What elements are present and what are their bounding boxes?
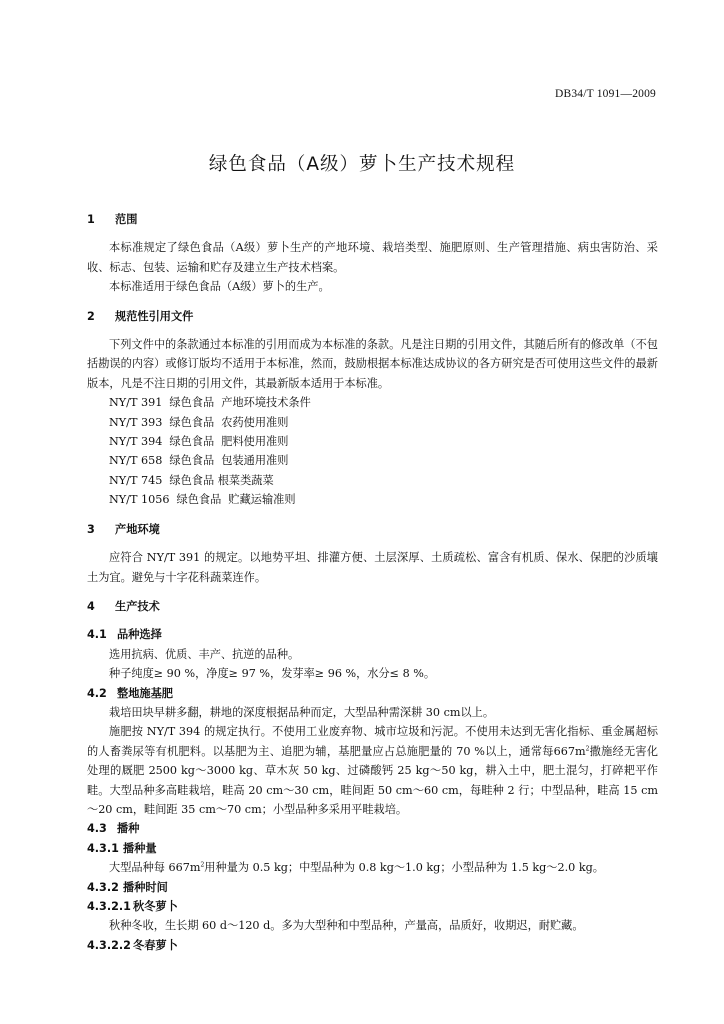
section-number: 2 bbox=[87, 309, 95, 323]
section-title: 冬春萝卜 bbox=[133, 938, 178, 952]
superscript: 2 bbox=[200, 861, 205, 869]
paragraph: 应符合 NY/T 391 的规定。以地势平坦、排灌方便、土层深厚、土质疏松、富含有机质、保水、保肥的沙质壤土为宜。避免与十字花科蔬菜连作。 bbox=[87, 551, 658, 584]
text-run: 用种量为 0.5 kg；中型品种为 0.8 kg～1.0 kg；小型品种为 1.5 kg～2.0 kg。 bbox=[204, 861, 604, 875]
reference-item: NY/T 1056 绿色食品 贮藏运输准则 bbox=[109, 493, 296, 507]
section-number: 4.2 bbox=[87, 686, 107, 700]
paragraph: 栽培田块早耕多翻，耕地的深度根据品种而定，大型品种需深耕 30 cm以上。 bbox=[109, 705, 495, 719]
paragraph: 秋种冬收，生长期 60 d～120 d。多为大型种和中型品种，产量高，品质好，收期迟，耐贮藏。 bbox=[109, 919, 584, 933]
subsection-heading-4-3 bbox=[87, 819, 658, 838]
paragraph bbox=[87, 858, 658, 877]
section-title: 生产技术 bbox=[115, 599, 160, 613]
subsection-heading-4-3-2-1 bbox=[87, 897, 658, 916]
section-heading-4 bbox=[87, 597, 658, 616]
subsection-heading-4-3-2 bbox=[87, 878, 658, 897]
section-heading-3 bbox=[87, 520, 658, 539]
section-number: 4 bbox=[87, 599, 95, 613]
section-number: 1 bbox=[87, 213, 95, 226]
text-run: 大型品种每 667m bbox=[109, 861, 201, 875]
text-run: 撒施经无害化处理的厩肥 2500 kg～3000 kg、草木灰 50 kg、过磷酸钙 25 kg～50 kg，耕入土中，肥土混匀，打碎耙平作畦。大型品种多高畦栽培，畦高 20 cm～30 cm，畦间距 50 cm～60 cm，每畦种 2 行；中型品种，畦高 15 cm～20 cm，畦间距 35 cm～70 cm；小型品种多采用平畦栽培。 bbox=[87, 744, 658, 816]
section-heading-1 bbox=[87, 210, 658, 229]
standard-code: DB34/T 1091—2009 bbox=[554, 88, 656, 100]
section-title: 秋冬萝卜 bbox=[133, 900, 178, 913]
section-title: 播种量 bbox=[123, 841, 157, 855]
section-heading-2 bbox=[87, 307, 658, 326]
subsection-heading-4-3-1 bbox=[87, 839, 658, 858]
superscript: 2 bbox=[585, 745, 590, 753]
section-title: 规范性引用文件 bbox=[115, 309, 194, 323]
paragraph: 下列文件中的条款通过本标准的引用而成为本标准的条款。凡是注日期的引用文件，其随后所有的修改单（不包括勘误的内容）或修订版均不适用于本标准，然而，鼓励根据本标准达成协议的各方研究是否可使用这些文件的最新版本，凡是不注日期的引用文件，其最新版本适用于本标准。 bbox=[87, 338, 658, 390]
reference-item: NY/T 393 绿色食品 农药使用准则 bbox=[109, 415, 289, 429]
section-title: 产地环境 bbox=[115, 522, 160, 536]
document-body bbox=[87, 210, 658, 955]
text-run: 施肥按 NY/T 394 的规定执行。不使用工业废弃物、城市垃圾和污泥。不使用未达到无害化指标、重金属超标的人畜粪尿等有机肥料。以基肥为主、追肥为辅，基肥量应占总施肥量的 70 %以上，通常每667m bbox=[87, 725, 658, 758]
section-title: 范围 bbox=[115, 213, 138, 226]
reference-item: NY/T 391 绿色食品 产地环境技术条件 bbox=[109, 396, 311, 410]
section-number: 4.3.2.2 bbox=[87, 938, 131, 952]
paragraph: 选用抗病、优质、丰产、抗逆的品种。 bbox=[109, 647, 300, 661]
section-title: 播种 bbox=[117, 822, 140, 836]
reference-item: NY/T 745 绿色食品 根菜类蔬菜 bbox=[109, 473, 274, 487]
section-number: 4.3 bbox=[87, 822, 107, 836]
reference-item: NY/T 658 绿色食品 包装通用准则 bbox=[109, 454, 289, 468]
subsection-heading-4-3-2-2 bbox=[87, 936, 658, 955]
paragraph: 本标准规定了绿色食品（A级）萝卜生产的产地环境、栽培类型、施肥原则、生产管理措施、病虫害防治、采收、标志、包装、运输和贮存及建立生产技术档案。 bbox=[87, 241, 658, 274]
section-title: 播种时间 bbox=[123, 880, 168, 894]
section-number: 4.3.2 bbox=[87, 880, 119, 894]
section-title: 品种选择 bbox=[117, 628, 162, 642]
paragraph: 本标准适用于绿色食品（A级）萝卜的生产。 bbox=[109, 280, 330, 294]
paragraph bbox=[87, 722, 658, 819]
subsection-heading-4-1 bbox=[87, 625, 658, 644]
reference-item: NY/T 394 绿色食品 肥料使用准则 bbox=[109, 435, 289, 449]
section-title: 整地施基肥 bbox=[117, 686, 173, 700]
subsection-heading-4-2 bbox=[87, 684, 658, 703]
paragraph: 种子纯度≥ 90 %，净度≥ 97 %，发芽率≥ 96 %，水分≤ 8 %。 bbox=[109, 667, 436, 681]
section-number: 4.1 bbox=[87, 628, 107, 642]
section-number: 4.3.2.1 bbox=[87, 900, 131, 913]
document-title: 绿色食品（A级）萝卜生产技术规程 bbox=[208, 154, 516, 175]
section-number: 3 bbox=[87, 522, 95, 536]
section-number: 4.3.1 bbox=[87, 841, 119, 855]
